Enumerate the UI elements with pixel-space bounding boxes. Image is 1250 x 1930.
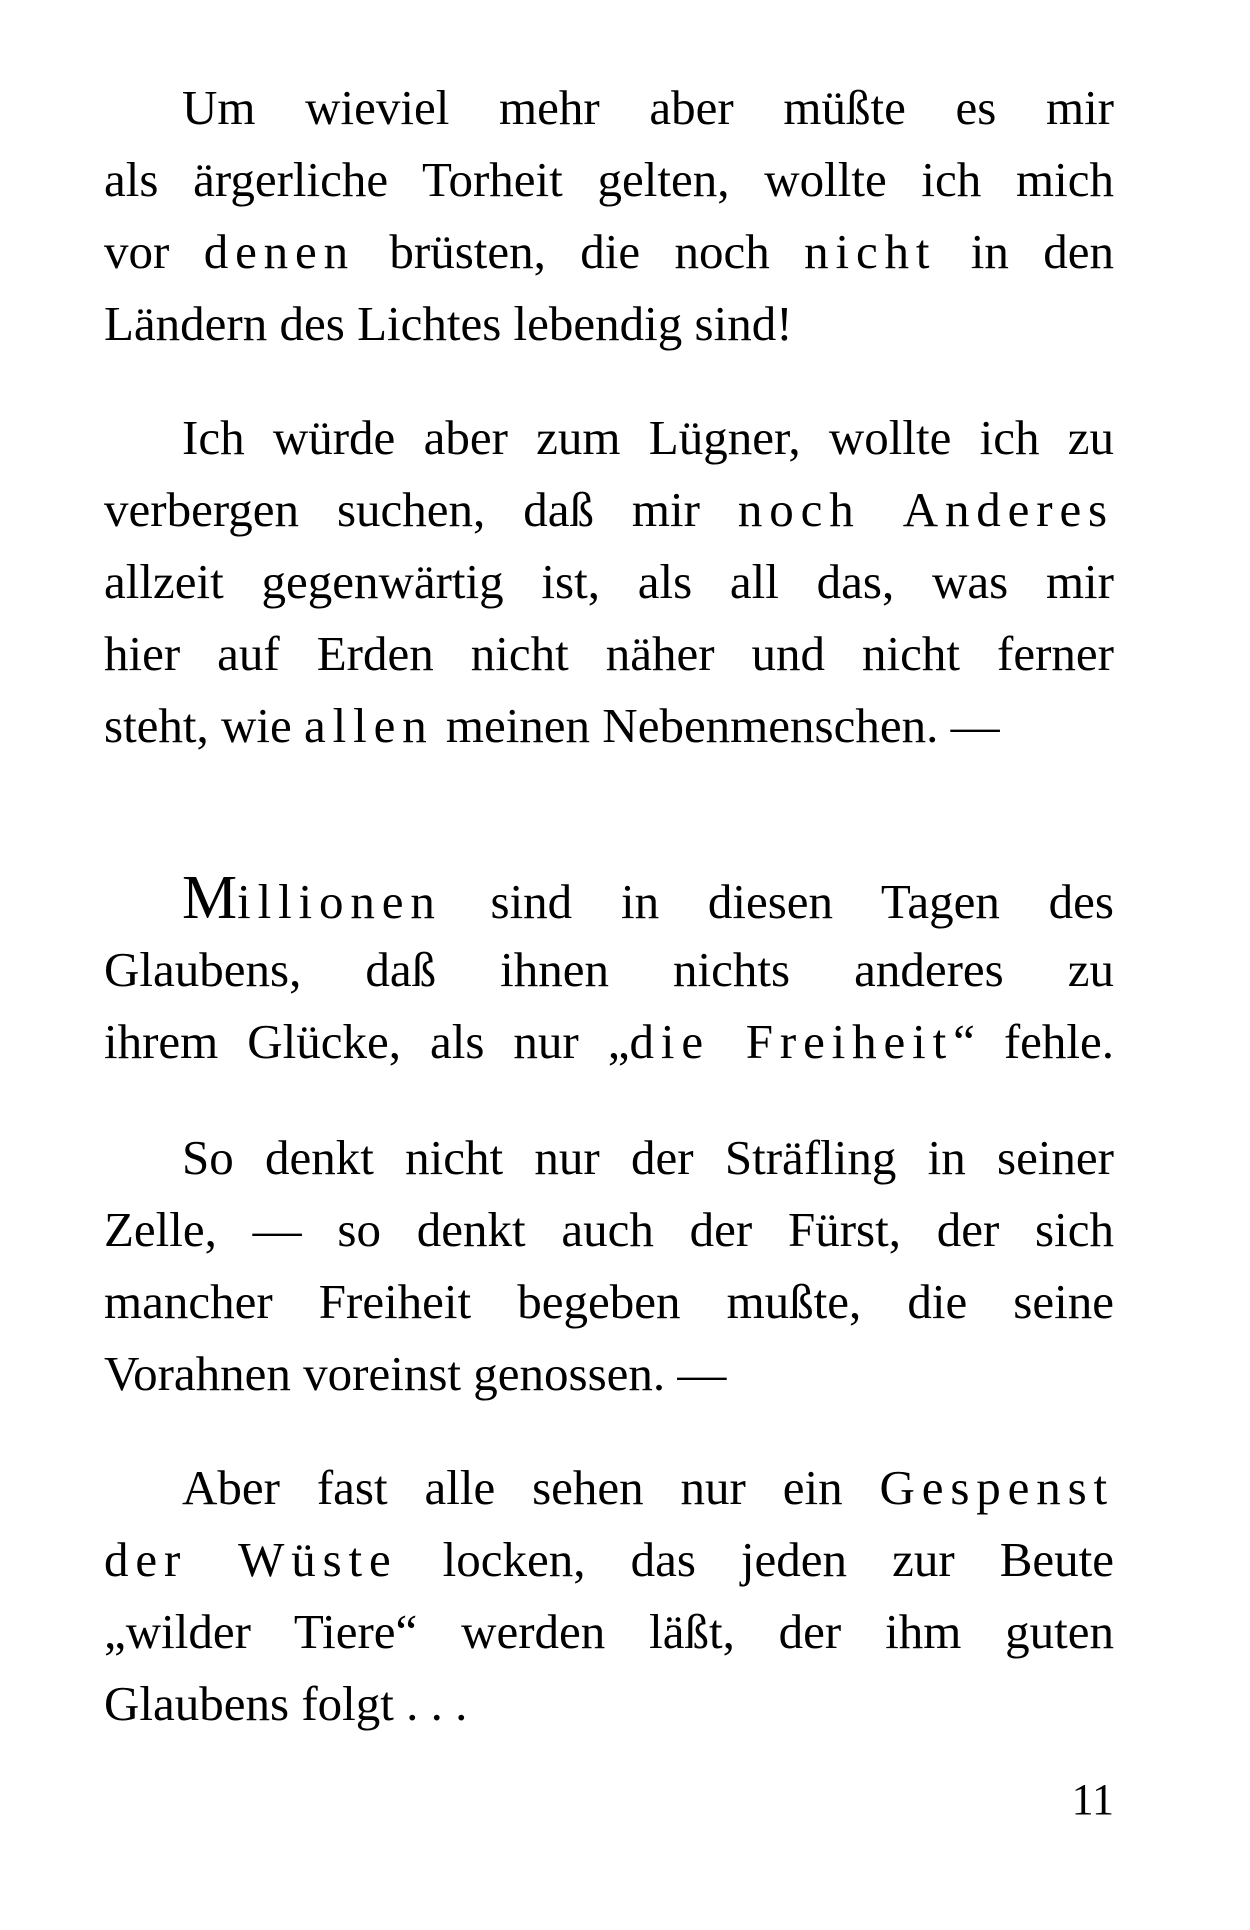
paragraph-4 [104, 1122, 1114, 1410]
text-line [104, 402, 1114, 474]
spaced-emphasis: Gespenst [879, 1460, 1114, 1515]
text-run: allzeit gegenwärtig ist, als all das, was mir [104, 554, 1114, 609]
text-run: locken, das jeden zur Beute [397, 1532, 1114, 1587]
text-run: Glaubens folgt . . . [104, 1676, 468, 1731]
spaced-emphasis: die Freiheit [629, 1014, 954, 1069]
text-run: brüsten, die noch [355, 224, 805, 279]
text-run: mancher Freiheit begeben mußte, die seine [104, 1274, 1114, 1329]
text-line [104, 288, 1114, 360]
text-run: in den [936, 224, 1114, 279]
text-line [104, 1668, 1114, 1740]
text-run: “ fehle. [953, 1014, 1114, 1069]
text-line [104, 144, 1114, 216]
text-run: verbergen suchen, daß mir [104, 482, 738, 537]
text-line [104, 1006, 1114, 1078]
text-line [104, 72, 1114, 144]
text-line [104, 1524, 1114, 1596]
text-run: steht, wie [104, 698, 305, 753]
spaced-emphasis: illionen [237, 874, 442, 929]
text-line [104, 618, 1114, 690]
text-run: Zelle, — so denkt auch der Fürst, der sich [104, 1202, 1114, 1257]
text-run: „wilder Tiere“ werden läßt, der ihm guten [104, 1604, 1114, 1659]
text-line [104, 934, 1114, 1006]
text-line [104, 1338, 1114, 1410]
paragraph-3 [104, 862, 1114, 1078]
spaced-emphasis: noch Anderes [737, 482, 1114, 537]
text-run: So denkt nicht nur der Sträfling in seiner [182, 1130, 1114, 1185]
text-run: meinen Nebenmenschen. — [433, 698, 1000, 753]
paragraph-2 [104, 402, 1114, 762]
paragraph-1 [104, 72, 1114, 360]
text-run: Ich würde aber zum Lügner, wollte ich zu [182, 410, 1114, 465]
text-run: sind in diesen Tagen des [441, 874, 1114, 929]
text-line [104, 690, 1114, 762]
text-run: vor [104, 224, 204, 279]
text-line [104, 1122, 1114, 1194]
section-initial: M [182, 864, 238, 932]
page-number: 11 [1071, 1775, 1114, 1824]
text-line [104, 1452, 1114, 1524]
text-run: Um wieviel mehr aber müßte es mir [182, 80, 1114, 135]
text-line [104, 216, 1114, 288]
spaced-emphasis: allen [304, 698, 434, 753]
text-line [104, 1194, 1114, 1266]
text-run: Ländern des Lichtes lebendig sind! [104, 296, 793, 351]
text-run: ihrem Glücke, als nur „ [104, 1014, 630, 1069]
text-run: hier auf Erden nicht näher und nicht ferner [104, 626, 1114, 681]
text-line [104, 546, 1114, 618]
spaced-emphasis: der Wüste [104, 1532, 398, 1587]
text-run: Vorahnen voreinst genossen. — [104, 1346, 727, 1401]
text-line [104, 1266, 1114, 1338]
paragraph-5 [104, 1452, 1114, 1740]
text-line [104, 1596, 1114, 1668]
spaced-emphasis: nicht [804, 224, 937, 279]
text-run: Glaubens, daß ihnen nichts anderes zu [104, 942, 1114, 997]
text-line [104, 474, 1114, 546]
spaced-emphasis: denen [203, 224, 356, 279]
text-run: als ärgerliche Torheit gelten, wollte ich mich [104, 152, 1114, 207]
text-run: Aber fast alle sehen nur ein [182, 1460, 880, 1515]
text-line [104, 862, 1114, 934]
